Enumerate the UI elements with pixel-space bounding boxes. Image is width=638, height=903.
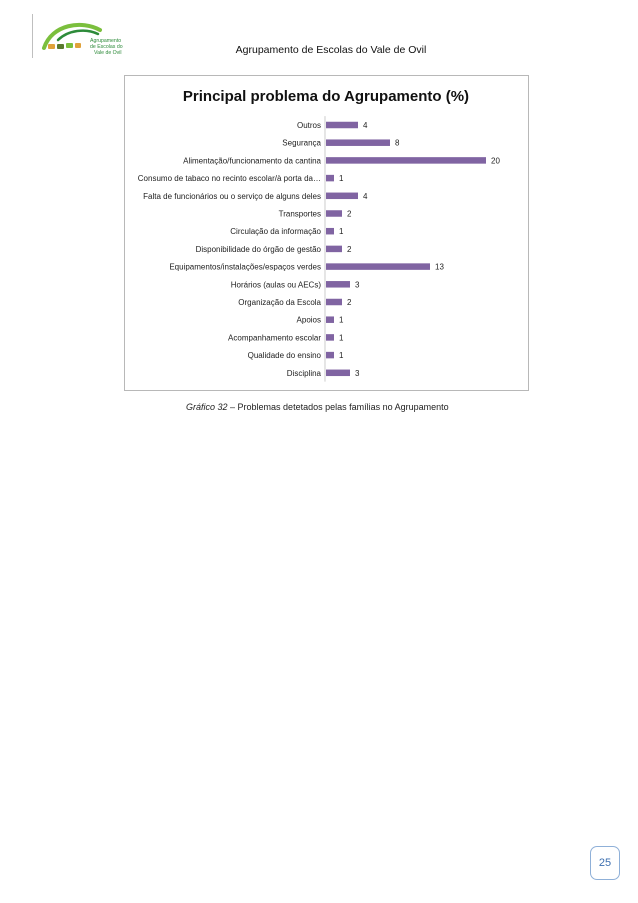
logo-block-3 — [66, 43, 73, 48]
logo-block-2 — [57, 44, 64, 49]
category-label: Organização da Escola — [238, 298, 321, 307]
bar — [326, 175, 334, 182]
school-logo — [38, 18, 134, 58]
value-label: 1 — [339, 227, 344, 237]
value-label: 1 — [339, 315, 344, 325]
value-label: 4 — [363, 191, 368, 201]
value-label: 4 — [363, 121, 368, 130]
value-label: 1 — [339, 351, 344, 361]
category-label: Qualidade do ensino — [247, 351, 321, 361]
bar — [326, 281, 350, 288]
bar — [326, 139, 390, 146]
category-label: Acompanhamento escolar — [228, 333, 321, 343]
logo-block-4 — [75, 43, 81, 48]
value-label: 2 — [347, 298, 352, 307]
category-label: Disponibilidade do órgão de gestão — [195, 244, 321, 254]
value-label: 8 — [395, 138, 400, 148]
category-label: Disciplina — [286, 368, 321, 378]
value-label: 20 — [491, 156, 500, 166]
bar — [326, 370, 350, 377]
category-label: Falta de funcionários ou o serviço de alguns deles — [143, 191, 321, 201]
bar — [326, 263, 430, 270]
bars-layer — [138, 116, 501, 382]
header-divider — [32, 14, 33, 58]
category-label: Transportes — [278, 209, 321, 219]
page-number: 25 — [590, 846, 620, 880]
bar — [326, 157, 486, 164]
value-label: 13 — [435, 262, 444, 272]
bar — [326, 352, 334, 359]
caption-text: – Problemas detetados pelas famílias no Agrupamento — [227, 402, 449, 412]
value-label: 3 — [355, 280, 360, 290]
bar — [326, 299, 342, 306]
header-title: Agrupamento de Escolas do Vale de Ovil — [235, 44, 427, 56]
logo-text-line-3: Vale de Ovil — [94, 50, 122, 56]
category-label: Outros — [296, 121, 321, 130]
bar — [326, 193, 358, 200]
bar-chart — [125, 76, 528, 390]
value-label: 2 — [347, 244, 352, 254]
figure-caption — [186, 402, 486, 412]
category-label: Circulação da informação — [230, 227, 321, 237]
bar — [326, 334, 334, 341]
value-label: 1 — [339, 174, 344, 184]
bar — [326, 246, 342, 253]
category-label: Consumo de tabaco no recinto escolar/à porta da… — [137, 174, 321, 184]
bar — [326, 228, 334, 235]
chart-frame — [124, 75, 529, 391]
chart-title: Principal problema do Agrupamento (%) — [182, 88, 470, 105]
logo-block-1 — [48, 44, 55, 49]
category-label: Apoios — [296, 315, 321, 325]
bar — [326, 316, 334, 323]
value-label: 3 — [355, 368, 360, 378]
category-label: Segurança — [282, 138, 321, 148]
caption-figure-number: Gráfico 32 — [186, 402, 228, 412]
category-label: Alimentação/funcionamento da cantina — [183, 156, 321, 166]
bar — [326, 210, 342, 217]
bar — [326, 122, 358, 129]
value-label: 1 — [339, 333, 344, 343]
category-label: Horários (aulas ou AECs) — [230, 280, 321, 290]
logo-text-line-1: Agrupamento — [90, 38, 122, 44]
value-label: 2 — [347, 209, 352, 219]
logo-text-line-2: de Escolas do — [90, 44, 123, 50]
category-label: Equipamentos/instalações/espaços verdes — [169, 262, 321, 272]
